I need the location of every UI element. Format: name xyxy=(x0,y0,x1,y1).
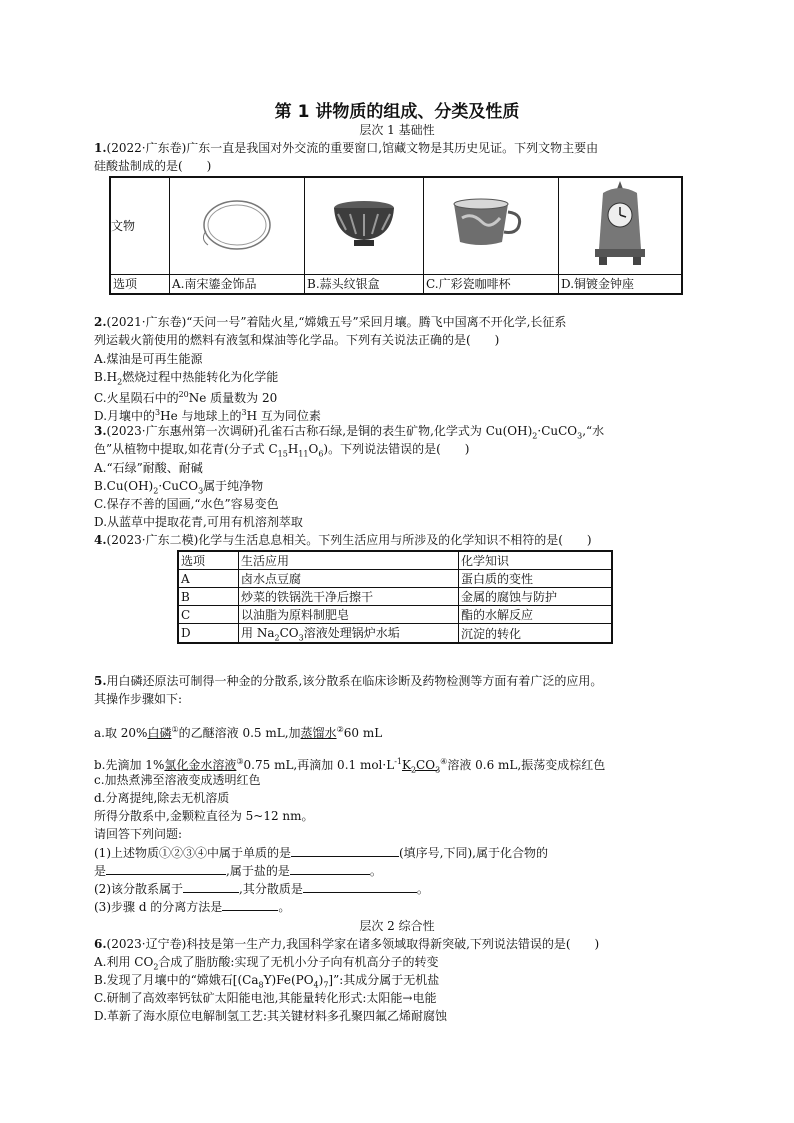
row-c-key: C xyxy=(178,606,239,624)
unit-exponent: -1 xyxy=(394,757,402,766)
sub1b-text-3: 。 xyxy=(369,864,382,878)
option-row-label: 选项 xyxy=(110,274,170,294)
q2-c-text-2: Ne 质量数为 20 xyxy=(188,391,278,405)
sub3-text-2: 。 xyxy=(278,900,291,914)
artifact-row-label: 文物 xyxy=(110,177,170,274)
row-d-sub-1: 2 xyxy=(274,633,280,643)
gold-ornament-icon xyxy=(170,177,305,274)
q5-sub-3 xyxy=(94,898,290,916)
marker-3: ③ xyxy=(236,757,244,766)
q3-b-sub-1: 2 xyxy=(153,486,159,496)
k2co3-co: CO xyxy=(416,758,436,772)
white-phosphorus-term: 白磷 xyxy=(147,726,172,740)
sub3-text-1: (3)步骤 d 的分离方法是 xyxy=(94,900,223,914)
q4-stem xyxy=(94,531,592,549)
table-header-row xyxy=(178,551,612,570)
marker-2: ② xyxy=(336,725,344,734)
sub1-text-2: (填序号,下同),属于化合物的 xyxy=(399,846,548,860)
answer-blank-salts[interactable] xyxy=(290,862,370,875)
silver-box-icon xyxy=(305,177,424,274)
header-option: 选项 xyxy=(178,551,239,570)
row-a-knowledge: 蛋白质的变性 xyxy=(459,570,613,588)
k2co3-sub-2: 3 xyxy=(435,765,441,775)
step-b-text-2: 0.75 mL,再滴加 0.1 mol·L xyxy=(243,758,395,772)
row-a-key: A xyxy=(178,570,239,588)
q1-stem-line2: 硅酸盐制成的是( ) xyxy=(94,159,212,173)
q3-l1-text-1: (2023·广东惠州第一次调研)孔雀石古称石绿,是铜的表生矿物,化学式为 Cu(OH) xyxy=(106,424,533,438)
q6-b-text-2: Y)Fe(PO xyxy=(263,973,314,987)
marker-4: ④ xyxy=(440,757,448,766)
sub1-text-1: (1)上述物质①②③④中属于单质的是 xyxy=(94,846,291,860)
porcelain-cup-icon xyxy=(424,177,559,274)
q2-c-text-1: C.火星陨石中的 xyxy=(94,391,179,405)
sub2-text-2: ,其分散质是 xyxy=(239,882,303,896)
sub1b-text-1: 是 xyxy=(94,864,107,878)
option-d: D.铜镀金钟座 xyxy=(559,274,683,294)
q2-d-text-1: D.月壤中的 xyxy=(94,409,156,423)
row-d-knowledge: 沉淀的转化 xyxy=(459,624,613,644)
sub2-text-1: (2)该分散系属于 xyxy=(94,882,183,896)
answer-blank-separation-method[interactable] xyxy=(222,898,278,911)
q4-number: 4. xyxy=(94,533,107,547)
k2co3-k: K xyxy=(401,758,411,772)
q6-a-text-1: A.利用 CO xyxy=(94,955,154,969)
q6-b-text-4: ]”:其成分属于无机盐 xyxy=(328,973,440,987)
q2-b-text-1: B.H xyxy=(94,370,118,384)
level-2-heading: 层次 2 综合性 xyxy=(359,919,435,933)
q5-result: 所得分散系中,金颗粒直径为 5~12 nm。 xyxy=(94,809,314,823)
q3-l2-text-2: )。下列说法错误的是( ) xyxy=(323,442,470,456)
q2-c-sup: 20 xyxy=(178,390,189,399)
q2-text: (2021·广东卷)“天问一号”着陆火星,“嫦娥五号”采回月壤。腾飞中国离不开化学,长征系 xyxy=(106,315,567,329)
q5-step-d: d.分离提纯,除去无机溶质 xyxy=(94,791,230,805)
table-row xyxy=(178,588,612,606)
row-d-text-1: 用 Na xyxy=(241,626,275,640)
clock-icon xyxy=(559,177,683,274)
q1-number: 1. xyxy=(94,141,107,155)
q2-d-text-2: He 与地球上的 xyxy=(160,409,242,423)
artifact-table xyxy=(109,176,683,295)
q5-stem-line1 xyxy=(94,672,602,690)
answer-blank-dispersion-type[interactable] xyxy=(183,880,239,893)
q6-option-d: D.革新了海水原位电解制氢工艺:其关键材料多孔聚四氟乙烯耐腐蚀 xyxy=(94,1009,448,1023)
q2-stem-line2: 列运载火箭使用的燃料有液氢和煤油等化学品。下列有关说法正确的是( ) xyxy=(94,333,500,347)
q2-d-sup-1: 3 xyxy=(155,408,161,417)
sub1b-text-2: ,属于盐的是 xyxy=(226,864,290,878)
q3-option-a: A.“石绿”耐酸、耐碱 xyxy=(94,461,203,475)
level-1-heading: 层次 1 基础性 xyxy=(359,123,435,137)
table-row xyxy=(178,570,612,588)
q6-b-sub-2: 4 xyxy=(313,980,319,990)
q5-step-a xyxy=(94,721,382,742)
q2-b-text-2: 燃烧过程中热能转化为化学能 xyxy=(122,370,279,384)
q3-number: 3. xyxy=(94,424,107,438)
q5-sub-2 xyxy=(94,880,429,898)
q3-l2-sub-2: 11 xyxy=(298,449,309,459)
q6-b-sub-3: 7 xyxy=(323,980,329,990)
sub2-text-3: 。 xyxy=(416,882,429,896)
q6-a-text-2: 合成了脂肪酸:实现了无机小分子向有机高分子的转变 xyxy=(158,955,439,969)
q5-number: 5. xyxy=(94,674,107,688)
step-a-text-3: 60 mL xyxy=(343,726,383,740)
page-title: 第 1 讲物质的组成、分类及性质 xyxy=(274,102,520,122)
k2co3-sub-1: 2 xyxy=(410,765,417,775)
q6-a-sub: 2 xyxy=(153,962,159,972)
q3-b-text-3: 属于纯净物 xyxy=(203,479,264,493)
q5-sub-1-cont xyxy=(94,862,382,880)
q3-b-sub-2: 3 xyxy=(198,486,204,496)
q6-number: 6. xyxy=(94,937,107,951)
q2-d-sup-2: 3 xyxy=(241,408,247,417)
row-c-knowledge: 酯的水解反应 xyxy=(459,606,613,624)
q3-l1-text-2: ·CuCO xyxy=(537,424,578,438)
q3-b-text-1: B.Cu(OH) xyxy=(94,479,154,493)
row-d-key: D xyxy=(178,624,239,644)
q2-stem-line1 xyxy=(94,313,566,331)
option-b: B.蒜头纹银盒 xyxy=(305,274,424,294)
q3-l2-sub-3: 6 xyxy=(318,449,324,459)
q2-option-a: A.煤油是可再生能源 xyxy=(94,352,203,366)
row-b-knowledge: 金属的腐蚀与防护 xyxy=(459,588,613,606)
q4-text: (2023·广东二模)化学与生活息息相关。下列生活应用与所涉及的化学知识不相符的是( ) xyxy=(106,533,592,547)
q6-option-c: C.研制了高效率钙钛矿太阳能电池,其能量转化形式:太阳能→电能 xyxy=(94,991,437,1005)
q3-b-text-2: ·CuCO xyxy=(158,479,199,493)
row-b-application: 炒菜的铁锅洗干净后擦干 xyxy=(239,588,459,606)
q3-option-c: C.保存不善的国画,“水色”容易变色 xyxy=(94,497,279,511)
life-chemistry-table xyxy=(177,550,613,644)
table-row xyxy=(178,624,612,644)
q5-text: 用白磷还原法可制得一种金的分散系,该分散系在临床诊断及药物检测等方面有着广泛的应用。 xyxy=(106,674,603,688)
header-application: 生活应用 xyxy=(239,551,459,570)
q3-l1-sub-1: 2 xyxy=(532,431,538,441)
q2-d-text-3: H 互为同位素 xyxy=(246,409,321,423)
row-b-key: B xyxy=(178,588,239,606)
marker-1: ① xyxy=(171,725,179,734)
q3-l2-o: O xyxy=(308,442,319,456)
gold-chloride-term: 氯化金水溶液 xyxy=(164,758,237,772)
row-c-application: 以油脂为原料制肥皂 xyxy=(239,606,459,624)
row-d-application xyxy=(239,624,459,644)
potassium-carbonate-term xyxy=(401,758,441,775)
q6-b-sub-1: 8 xyxy=(258,980,264,990)
header-knowledge: 化学知识 xyxy=(459,551,613,570)
q5-stem-line2: 其操作步骤如下: xyxy=(94,692,183,706)
row-d-text-2: CO xyxy=(279,626,299,640)
step-a-text-2: 的乙醚溶液 0.5 mL,加 xyxy=(178,726,301,740)
q3-l1-text-3: ,“水 xyxy=(582,424,605,438)
distilled-water-term: 蒸馏水 xyxy=(300,726,337,740)
table-row xyxy=(178,606,612,624)
answer-blank-elements[interactable] xyxy=(291,844,399,857)
q3-l1-sub-2: 3 xyxy=(577,431,583,441)
q2-number: 2. xyxy=(94,315,107,329)
row-d-sub-2: 3 xyxy=(298,633,304,643)
option-c: C.广彩瓷咖啡杯 xyxy=(424,274,559,294)
q5-ask: 请回答下列问题: xyxy=(94,827,183,841)
q6-stem xyxy=(94,935,599,953)
q3-l2-text-1: 色”从植物中提取,如花青(分子式 C xyxy=(94,442,278,456)
q6-b-text-1: B.发现了月壤中的“嫦娥石[(Ca xyxy=(94,973,259,987)
q1-text: (2022·广东卷)广东一直是我国对外交流的重要窗口,馆藏文物是其历史见证。下列文物主要由 xyxy=(106,141,599,155)
q6-b-text-3: ) xyxy=(318,973,324,987)
q3-l2-sub-1: 15 xyxy=(277,449,288,459)
step-a-text-1: a.取 20% xyxy=(94,726,148,740)
step-b-text-3: 溶液 0.6 mL,振荡变成棕红色 xyxy=(447,758,606,772)
q5-step-c: c.加热煮沸至溶液变成透明红色 xyxy=(94,773,261,787)
q3-option-d: D.从蓝草中提取花青,可用有机溶剂萃取 xyxy=(94,515,303,529)
answer-blank-compounds[interactable] xyxy=(106,862,226,875)
answer-blank-dispersed-phase[interactable] xyxy=(303,880,417,893)
q6-text: (2023·辽宁卷)科技是第一生产力,我国科学家在诸多领域取得新突破,下列说法错误的是( ) xyxy=(106,937,600,951)
q5-sub-1 xyxy=(94,844,548,862)
q1-stem-line1 xyxy=(94,139,598,157)
q3-l2-h: H xyxy=(287,442,299,456)
q2-b-sub: 2 xyxy=(117,377,123,387)
row-a-application: 卤水点豆腐 xyxy=(239,570,459,588)
option-a: A.南宋鎏金饰品 xyxy=(170,274,305,294)
step-b-text-1: b.先滴加 1% xyxy=(94,758,165,772)
row-d-text-3: 溶液处理锅炉水垢 xyxy=(303,626,400,640)
